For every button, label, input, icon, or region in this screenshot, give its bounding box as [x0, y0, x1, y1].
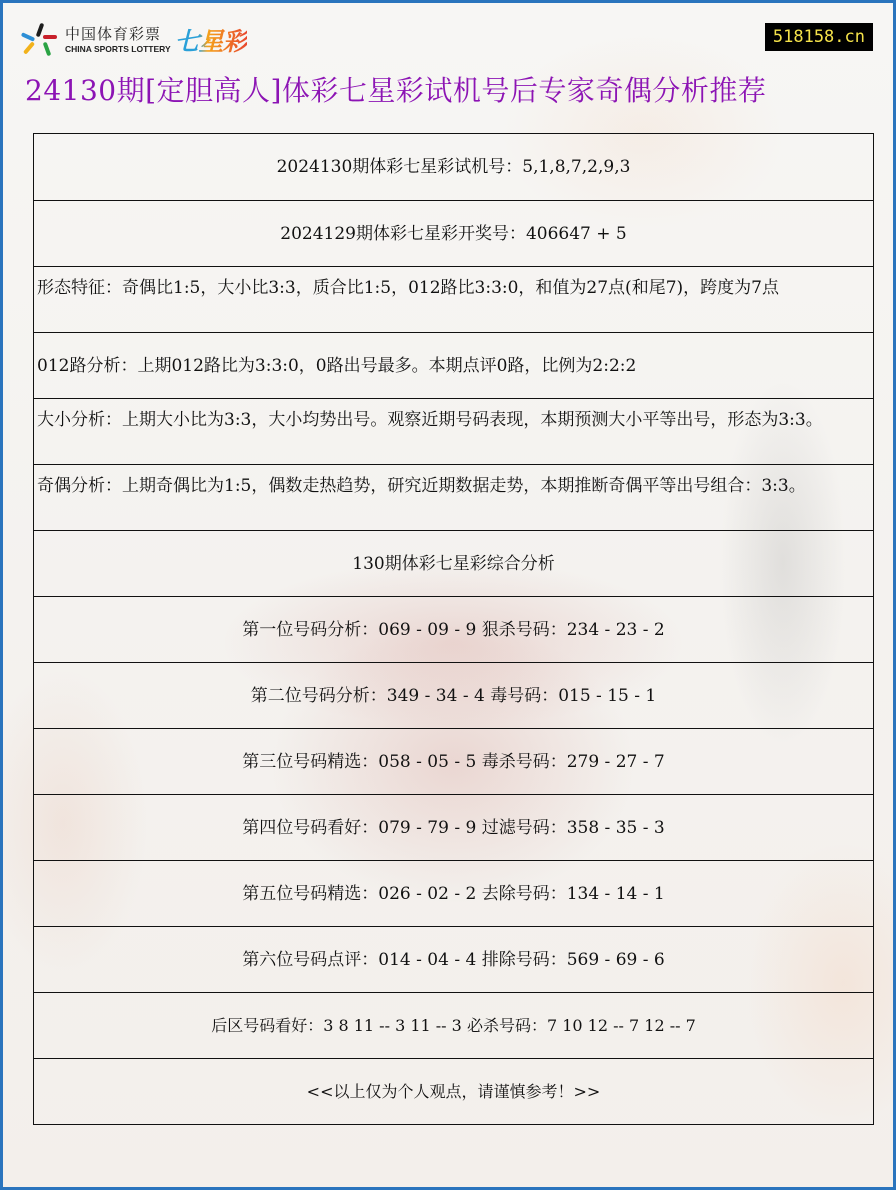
- logo-chinese-name: 中国体育彩票: [65, 24, 162, 43]
- logo-game-name: 七星彩: [175, 22, 247, 58]
- analysis-table: [33, 133, 874, 1125]
- page-title: 24130期[定胆高人]体彩七星彩试机号后专家奇偶分析推荐: [25, 74, 767, 107]
- route-012-analysis-row: 012路分析：上期012路比为3:3:0，0路出号最多。本期点评0路，比例为2:2:2: [34, 332, 873, 398]
- position-3-row: 第三位号码精选：058 - 05 - 5 毒杀号码：279 - 27 - 7: [34, 728, 873, 794]
- size-analysis-row: 大小分析：上期大小比为3:3，大小均势出号。观察近期号码表现，本期预测大小平等出号，形态为3:3。: [34, 398, 873, 464]
- lottery-star-icon: [21, 21, 59, 59]
- position-2-row: 第二位号码分析：349 - 34 - 4 毒号码：015 - 15 - 1: [34, 662, 873, 728]
- disclaimer-row: <<以上仅为个人观点，请谨慎参考！>>: [34, 1058, 873, 1124]
- site-badge: 518158.cn: [765, 23, 873, 51]
- comprehensive-analysis-heading: 130期体彩七星彩综合分析: [34, 530, 873, 596]
- logo-english-name: CHINA SPORTS LOTTERY: [65, 43, 171, 54]
- pattern-features-row: 形态特征：奇偶比1:5，大小比3:3，质合比1:5，012路比3:3:0，和值为27点(和尾7)，跨度为7点: [34, 266, 873, 332]
- position-5-row: 第五位号码精选：026 - 02 - 2 去除号码：134 - 14 - 1: [34, 860, 873, 926]
- china-sports-lottery-logo: [21, 21, 247, 59]
- back-zone-row: 后区号码看好：3 8 11 -- 3 11 -- 3 必杀号码：7 10 12 -- 7 12 -- 7: [34, 992, 873, 1058]
- logo-text: [65, 24, 171, 54]
- odd-even-analysis-row: 奇偶分析：上期奇偶比为1:5，偶数走热趋势，研究近期数据走势，本期推断奇偶平等出号组合：3:3。: [34, 464, 873, 530]
- position-1-row: 第一位号码分析：069 - 09 - 9 狠杀号码：234 - 23 - 2: [34, 596, 873, 662]
- trial-number-row: 2024130期体彩七星彩试机号：5,1,8,7,2,9,3: [276, 157, 631, 177]
- position-6-row: 第六位号码点评：014 - 04 - 4 排除号码：569 - 69 - 6: [34, 926, 873, 992]
- position-4-row: 第四位号码看好：079 - 79 - 9 过滤号码：358 - 35 - 3: [34, 794, 873, 860]
- draw-result-row: 2024129期体彩七星彩开奖号：406647 + 5: [34, 200, 873, 266]
